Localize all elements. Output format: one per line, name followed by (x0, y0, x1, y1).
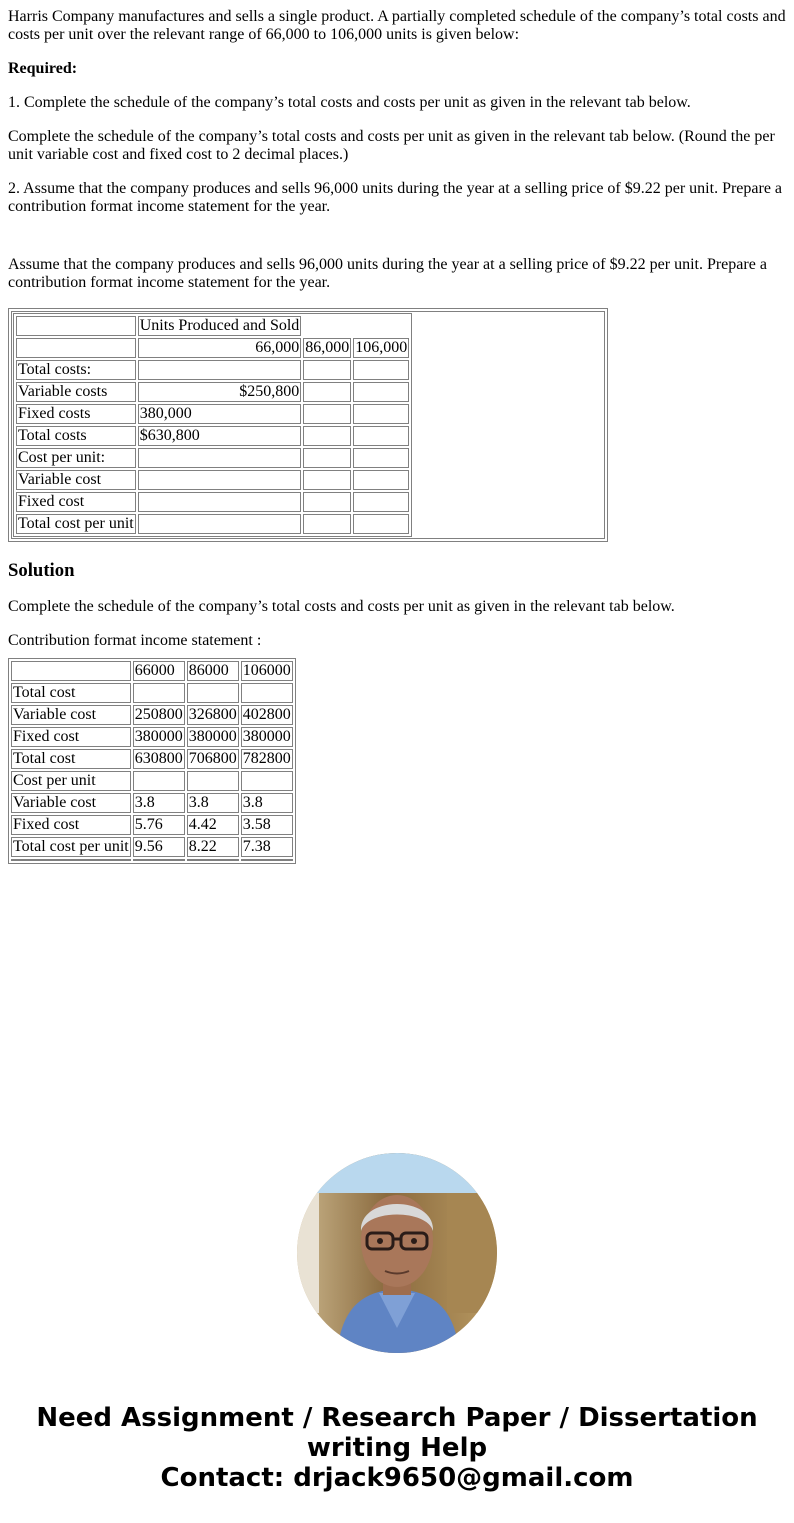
solution-cell: 630800 (134, 750, 183, 767)
input-cell[interactable]: 380,000 (138, 404, 302, 424)
row-label: Total cost per unit (18, 515, 134, 532)
input-cell[interactable] (138, 448, 302, 468)
schedule-row (16, 382, 409, 402)
solution-header-cell: 106000 (242, 662, 291, 679)
solution-cell: 402800 (242, 706, 291, 723)
solution-row-label: Fixed cost (11, 815, 131, 835)
requirement-1: 1. Complete the schedule of the company’s total costs and costs per unit as given in the relevant tab below. (8, 94, 691, 111)
solution-line-1: Complete the schedule of the company’s total costs and costs per unit as given in the relevant tab below. (8, 598, 675, 615)
solution-row-label: Total cost per unit (13, 838, 129, 855)
solution-cell (241, 771, 293, 791)
solution-cell: 380000 (242, 728, 291, 745)
input-cell[interactable] (303, 514, 351, 534)
schedule-wrapper (11, 311, 605, 539)
solution-cell (187, 683, 239, 703)
solution-row-label: Fixed cost (11, 727, 131, 747)
solution-cell: 3.8 (241, 793, 293, 813)
schedule-table (13, 313, 412, 537)
solution-cell (11, 859, 131, 861)
solution-cell (133, 683, 185, 703)
solution-cell: 3.8 (133, 793, 185, 813)
input-cell[interactable] (353, 404, 409, 424)
input-cell[interactable] (303, 470, 351, 490)
solution-row-label: Total cost (11, 683, 131, 703)
schedule-row (16, 448, 409, 468)
schedule-row (16, 426, 409, 446)
input-cell[interactable] (138, 470, 302, 490)
footer-banner (0, 1403, 794, 1493)
solution-cell: 706800 (188, 750, 237, 767)
footer-line-1: Need Assignment / Research Paper / Dissertation (36, 1403, 758, 1433)
solution-row (11, 793, 293, 813)
solution-cell (133, 859, 185, 861)
schedule-units-row (16, 338, 409, 358)
question-intro: Harris Company manufactures and sells a single product. A partially completed schedule of the company’s total costs and costs per unit over the relevant range of 66,000 to 106,000 units is given below: (8, 8, 786, 43)
units-86000: 86,000 (305, 339, 350, 356)
input-cell[interactable] (353, 426, 409, 446)
solution-header-row (11, 661, 293, 681)
solution-row (11, 705, 293, 725)
input-cell[interactable] (303, 448, 351, 468)
solution-heading: Solution (8, 560, 75, 581)
solution-row (11, 815, 293, 835)
schedule-row (16, 360, 409, 380)
solution-row-label: Variable cost (11, 705, 131, 725)
row-label: Variable costs (16, 382, 136, 402)
schedule-cell (16, 316, 136, 336)
solution-row (11, 837, 293, 857)
solution-cell (11, 661, 131, 681)
solution-cell (133, 771, 185, 791)
input-cell[interactable] (303, 382, 351, 402)
input-cell[interactable] (353, 360, 409, 380)
solution-cell: 5.76 (133, 815, 185, 835)
solution-cell: 9.56 (133, 837, 185, 857)
input-cell[interactable] (138, 514, 302, 534)
solution-table (8, 658, 296, 864)
input-cell[interactable] (353, 448, 409, 468)
input-cell[interactable] (353, 382, 409, 402)
units-106000: 106,000 (355, 339, 408, 356)
input-cell[interactable] (303, 404, 351, 424)
row-label: Total costs (16, 426, 136, 446)
input-cell[interactable] (353, 470, 409, 490)
solution-cell (187, 859, 239, 861)
author-portrait (297, 1153, 497, 1353)
solution-empty-row (11, 859, 293, 861)
row-label: Fixed cost (16, 492, 136, 512)
solution-cell: 7.38 (241, 837, 293, 857)
footer-line-2: writing Help (306, 1433, 488, 1463)
solution-row (11, 749, 293, 769)
solution-header-cell: 66000 (133, 661, 185, 681)
schedule-row (16, 470, 409, 490)
solution-cell (241, 859, 293, 861)
required-heading (8, 60, 786, 78)
solution-cell: 380000 (188, 728, 237, 745)
requirement-2-detail: Assume that the company produces and sells 96,000 units during the year at a selling price of $9.22 per unit. Prepare a contribution format income statement for the year. (8, 256, 767, 291)
requirement-2: 2. Assume that the company produces and sells 96,000 units during the year at a selling price of $9.22 per unit. Prepare a contribution format income statement for the year. (8, 180, 783, 215)
row-label: Cost per unit: (16, 448, 136, 468)
schedule-row (16, 492, 409, 512)
solution-row-label: Cost per unit (11, 771, 131, 791)
spacer (8, 232, 786, 256)
solution-cell (241, 683, 293, 703)
schedule-cell (16, 338, 136, 358)
row-label: Variable cost (16, 470, 136, 490)
solution-cell: 3.58 (241, 815, 293, 835)
input-cell[interactable]: $250,800 (138, 382, 302, 402)
schedule-outer-table (8, 308, 608, 542)
solution-cell: 8.22 (187, 837, 239, 857)
solution-row (11, 727, 293, 747)
solution-cell: 326800 (188, 706, 237, 723)
schedule-header-row (16, 316, 409, 336)
row-label: Fixed costs (16, 404, 136, 424)
input-cell[interactable] (353, 492, 409, 512)
solution-cell: 3.8 (187, 793, 239, 813)
solution-header-cell: 86000 (187, 661, 239, 681)
input-cell[interactable]: $630,800 (138, 426, 302, 446)
units-66000: 66,000 (138, 338, 302, 358)
input-cell[interactable] (303, 426, 351, 446)
input-cell[interactable] (303, 360, 351, 380)
solution-cell: 250800 (134, 706, 183, 723)
input-cell[interactable] (303, 492, 351, 512)
input-cell[interactable] (138, 360, 302, 380)
schedule-row (16, 404, 409, 424)
solution-row-label: Total cost (11, 749, 131, 769)
input-cell[interactable] (353, 514, 409, 534)
row-label: Total costs: (16, 360, 136, 380)
solution-row-label: Variable cost (11, 793, 131, 813)
solution-row (11, 683, 293, 703)
schedule-header-label: Units Produced and Sold (139, 317, 300, 334)
author-avatar (297, 1153, 497, 1353)
schedule-row (16, 514, 409, 534)
solution-row (11, 771, 293, 791)
solution-cell: 782800 (242, 750, 291, 767)
solution-cell: 380000 (134, 728, 183, 745)
input-cell[interactable] (138, 492, 302, 512)
required-label: Required: (8, 60, 78, 77)
solution-cell: 4.42 (187, 815, 239, 835)
footer-contact: Contact: drjack9650@gmail.com (160, 1463, 634, 1493)
requirement-1-detail: Complete the schedule of the company’s total costs and costs per unit as given in the relevant tab below. (Round the per unit variable cost and fixed cost to 2 decimal places.) (8, 128, 775, 163)
solution-cell (187, 771, 239, 791)
solution-line-2: Contribution format income statement : (8, 632, 262, 649)
